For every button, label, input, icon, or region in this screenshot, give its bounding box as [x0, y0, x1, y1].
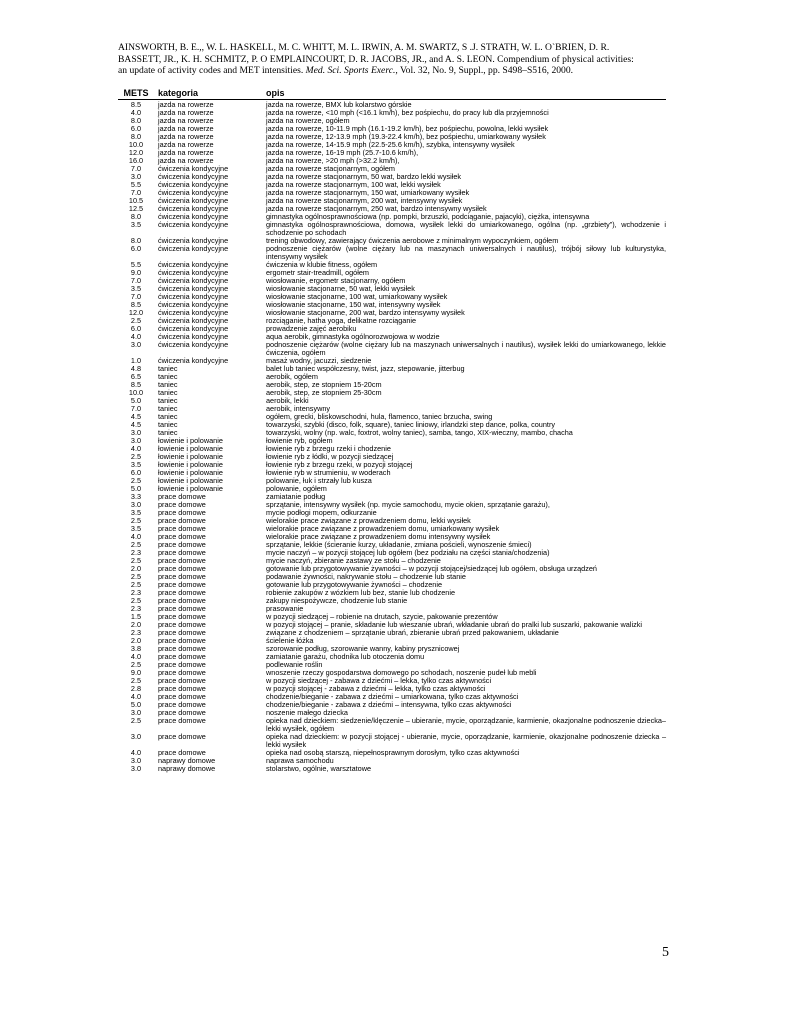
category-cell: łowienie i polowanie [158, 445, 223, 453]
category-cell: prace domowe [158, 669, 206, 677]
category-cell: prace domowe [158, 565, 206, 573]
description-cell: sprzątanie, intensywny wysiłek (np. mycie samochodu, mycie okien, sprzątanie garażu), [266, 500, 550, 509]
description-cell: mycie podłogi mopem, odkurzanie [266, 508, 377, 517]
category-cell: prace domowe [158, 693, 206, 701]
category-cell: ćwiczenia kondycyjne [158, 277, 229, 285]
category-cell: jazda na rowerze [158, 125, 214, 133]
mets-cell: 3.5 [130, 284, 142, 293]
description-cell: zamiatanie podług [266, 492, 326, 501]
description-cell: wielorakie prace związane z prowadzeniem domu intensywny wysiłek [266, 532, 491, 541]
description-cell: wiosłowanie stacjonarne, 200 wat, bardzo intensywny wysiłek [266, 308, 465, 317]
mets-cell: 2.3 [130, 628, 142, 637]
table-row [118, 485, 666, 493]
category-cell: prace domowe [158, 629, 206, 637]
description-cell: podnoszenie ciężarów (wolne ciężary lub na maszynach uniwersalnych i nautilus), trójbój siłowy lub kulturystyka, intensywny wysiłek [266, 244, 666, 261]
description-cell: polowanie, ogółem [266, 484, 327, 493]
mets-cell: 2.5 [130, 596, 142, 605]
mets-cell: 8.0 [130, 212, 142, 221]
description-cell: wielorakie prace związane z prowadzeniem domu, lekki wysiłek [266, 516, 471, 525]
table-row [118, 245, 666, 261]
table-row [118, 757, 666, 765]
mets-cell: 2.5 [130, 316, 142, 325]
mets-cell: 12.5 [128, 204, 144, 213]
category-cell: prace domowe [158, 605, 206, 613]
description-cell: ergometr stair-treadmill, ogółem [266, 268, 370, 277]
description-cell: łowienie ryb z łódki, w pozycji siedzącej [266, 452, 394, 461]
mets-cell: 3.0 [130, 172, 142, 181]
description-cell: gimnastyka ogólnosprawnościowa (np. pompki, brzuszki, podciąganie, pajacyki), ciężka, intensywna [266, 212, 590, 221]
description-cell: robienie zakupów z wózkiem lub bez, stanie lub chodzenie [266, 588, 456, 597]
mets-cell: 7.0 [130, 404, 142, 413]
description-cell: wiosłowanie stacjonarne, 100 wat, umiarkowany wysiłek [266, 292, 448, 301]
header-description: opis [266, 88, 285, 98]
mets-cell: 3.0 [130, 500, 142, 509]
mets-cell: 5.0 [130, 700, 142, 709]
description-cell: jazda na rowerze, <10 mph (<16.1 km/h), bez pośpiechu, do pracy lub dla przyjemności [266, 108, 549, 117]
category-cell: jazda na rowerze [158, 117, 214, 125]
mets-cell: 3.5 [130, 508, 142, 517]
category-cell: ćwiczenia kondycyjne [158, 325, 229, 333]
table-header [118, 88, 666, 98]
category-cell: łowienie i polowanie [158, 477, 223, 485]
category-cell: prace domowe [158, 573, 206, 581]
description-cell: prasowanie [266, 604, 304, 613]
mets-cell: 4.0 [130, 108, 142, 117]
description-cell: jazda na rowerze, >20 mph (>32.2 km/h), [266, 156, 400, 165]
table-row [118, 597, 666, 605]
category-cell: taniec [158, 405, 178, 413]
mets-cell: 10.0 [128, 140, 144, 149]
description-cell: balet lub taniec współczesny, twist, jazz, stepowanie, jitterbug [266, 364, 465, 373]
mets-cell: 2.5 [130, 540, 142, 549]
category-cell: naprawy domowe [158, 765, 216, 773]
mets-cell: 3.5 [130, 460, 142, 469]
category-cell: prace domowe [158, 701, 206, 709]
description-cell: ćwiczenia w klubie fitness, ogółem [266, 260, 378, 269]
category-cell: ćwiczenia kondycyjne [158, 181, 229, 189]
citation-line-1: AINSWORTH, B. E.,, W. L. HASKELL, M. C. WHITT, M. L. IRWIN, A. M. SWARTZ, S .J. STRATH, W. L. O`BRIEN, D. R. [118, 42, 610, 53]
category-cell: prace domowe [158, 549, 206, 557]
category-cell: ćwiczenia kondycyjne [158, 341, 229, 349]
description-cell: opieka nad osobą starszą, niepełnosprawnym dorosłym, tylko czas aktywności [266, 748, 520, 757]
category-cell: prace domowe [158, 613, 206, 621]
mets-cell: 3.0 [130, 428, 142, 437]
mets-cell: 5.0 [130, 396, 142, 405]
citation-details: , Vol. 32, No. 9, Suppl., pp. S498–S516, 2000. [395, 65, 574, 77]
category-cell: ćwiczenia kondycyjne [158, 213, 229, 221]
table-row [118, 109, 666, 117]
table-row [118, 317, 666, 325]
mets-cell: 3.0 [130, 764, 142, 773]
table-row [118, 341, 666, 357]
description-cell: podlewanie roślin [266, 660, 323, 669]
mets-cell: 4.0 [130, 748, 142, 757]
description-cell: gimnastyka ogólnosprawnościowa, domowa, wysiłek lekki do umiarkowanego, ogólna (np. „grzbiety”), wchodzenie i schodzenie po schodach [266, 220, 666, 237]
table-body [118, 101, 666, 773]
category-cell: prace domowe [158, 637, 206, 645]
mets-cell: 4.0 [130, 652, 142, 661]
mets-cell: 3.0 [130, 436, 142, 445]
mets-cell: 3.0 [130, 732, 142, 741]
mets-cell: 1.5 [130, 612, 142, 621]
category-cell: łowienie i polowanie [158, 453, 223, 461]
mets-cell: 2.0 [130, 620, 142, 629]
description-cell: wielorakie prace związane z prowadzeniem domu, umiarkowany wysiłek [266, 524, 500, 533]
mets-cell: 8.5 [130, 100, 142, 109]
description-cell: jazda na rowerze stacjonarnym, 150 wat, umiarkowany wysiłek [266, 188, 470, 197]
header-mets: METS [123, 88, 149, 98]
mets-cell: 2.5 [130, 516, 142, 525]
category-cell: jazda na rowerze [158, 149, 214, 157]
category-cell: prace domowe [158, 621, 206, 629]
category-cell: prace domowe [158, 581, 206, 589]
description-cell: łowienie ryb w strumieniu, w woderach [266, 468, 391, 477]
category-cell: prace domowe [158, 525, 206, 533]
mets-cell: 2.5 [130, 580, 142, 589]
mets-cell: 2.5 [130, 452, 142, 461]
mets-cell: 3.0 [130, 756, 142, 765]
mets-cell: 3.8 [130, 644, 142, 653]
description-cell: wiosłowanie stacjonarne, 150 wat, intensywny wysiłek [266, 300, 441, 309]
citation-line-3 [118, 65, 678, 77]
table-row [118, 389, 666, 397]
mets-cell: 5.0 [130, 484, 142, 493]
category-cell: ćwiczenia kondycyjne [158, 301, 229, 309]
category-cell: ćwiczenia kondycyjne [158, 245, 229, 253]
description-cell: aerobik, lekki [266, 396, 309, 405]
description-cell: jazda na rowerze stacjonarnym, 100 wat, lekki wysiłek [266, 180, 441, 189]
description-cell: łowienie ryb z brzegu rzeki i chodzenie [266, 444, 391, 453]
category-cell: prace domowe [158, 517, 206, 525]
mets-cell: 8.0 [130, 116, 142, 125]
description-cell: jazda na rowerze, 14-15.9 mph (22.5-25.6 km/h), szybka, intensywny wysiłek [266, 140, 515, 149]
header-category: kategoria [158, 88, 199, 98]
description-cell: prowadzenie zajęć aerobiku [266, 324, 357, 333]
table-row [118, 701, 666, 709]
table-row [118, 749, 666, 757]
category-cell: ćwiczenia kondycyjne [158, 205, 229, 213]
description-cell: sprzątanie, lekkie (ścieranie kurzy, układanie, zmiana pościeli, wynoszenie śmieci) [266, 540, 532, 549]
mets-cell: 5.5 [130, 260, 142, 269]
table-row [118, 469, 666, 477]
table-row [118, 501, 666, 509]
table-row [118, 733, 666, 749]
description-cell: zakupy niespożywcze, chodzenie lub stanie [266, 596, 408, 605]
description-cell: wiosłowanie stacjonarne, 50 wat, lekki wysiłek [266, 284, 415, 293]
description-cell: towarzyski, wolny (np. walc, foxtrot, wolny taniec), samba, tango, XIX-wieczny, mambo, chacha [266, 428, 573, 437]
description-cell: opieka nad dzieckiem: siedzenie/klęczenie – ubieranie, mycie, oporządzanie, karmienie, okazjonalne podnoszenie dziecka– lekki wysiłek, ogółem [266, 716, 666, 733]
mets-cell: 8.0 [130, 132, 142, 141]
mets-cell: 12.0 [128, 148, 144, 157]
mets-cell: 3.3 [130, 492, 142, 501]
mets-cell: 1.0 [130, 356, 142, 365]
category-cell: prace domowe [158, 533, 206, 541]
description-cell: aqua aerobik, gimnastyka ogólnorozwojowa w wodzie [266, 332, 440, 341]
mets-cell: 4.0 [130, 444, 142, 453]
category-cell: ćwiczenia kondycyjne [158, 357, 229, 365]
description-cell: aerobik, step, ze stopniem 15-20cm [266, 380, 382, 389]
description-cell: podawanie żywności, nakrywanie stołu – chodzenie lub stanie [266, 572, 466, 581]
mets-cell: 7.0 [130, 164, 142, 173]
mets-cell: 2.5 [130, 556, 142, 565]
description-cell: chodzenie/bieganie - zabawa z dziećmi – intensywna, tylko czas aktywności [266, 700, 512, 709]
description-cell: w pozycji siedzącej – robienie na drutach, szycie, pakowanie prezentów [266, 612, 498, 621]
category-cell: taniec [158, 389, 178, 397]
mets-cell: 2.5 [130, 676, 142, 685]
description-cell: zamiatanie garażu, chodnika lub otoczenia domu [266, 652, 425, 661]
description-cell: gotowanie lub przygotowywanie żywności – chodzenie [266, 580, 443, 589]
category-cell: jazda na rowerze [158, 157, 214, 165]
mets-cell: 8.0 [130, 236, 142, 245]
category-cell: jazda na rowerze [158, 101, 214, 109]
table-row [118, 373, 666, 381]
category-cell: łowienie i polowanie [158, 485, 223, 493]
table-row [118, 261, 666, 269]
description-cell: ścielenie łóżka [266, 636, 314, 645]
category-cell: ćwiczenia kondycyjne [158, 285, 229, 293]
description-cell: wiosłowanie, ergometr stacjonarny, ogółem [266, 276, 406, 285]
description-cell: związane z chodzeniem – sprzątanie ubrań, zbieranie ubrań przed pakowaniem, układanie [266, 628, 559, 637]
category-cell: łowienie i polowanie [158, 437, 223, 445]
description-cell: podnoszenie ciężarów (wolne ciężary lub na maszynach uniwersalnych i nautilus), wysiłek lekki do umiarkowanego, lekkie ćwiczenia, ogółem [266, 340, 666, 357]
mets-cell: 2.3 [130, 548, 142, 557]
mets-cell: 2.5 [130, 572, 142, 581]
category-cell: prace domowe [158, 493, 206, 501]
description-cell: szorowanie podług, szorowanie wanny, kabiny prysznicowej [266, 644, 460, 653]
mets-cell: 16.0 [128, 156, 144, 165]
table-row [118, 461, 666, 469]
category-cell: ćwiczenia kondycyjne [158, 333, 229, 341]
category-cell: naprawy domowe [158, 757, 216, 765]
category-cell: taniec [158, 373, 178, 381]
mets-cell: 4.0 [130, 332, 142, 341]
mets-cell: 10.0 [128, 388, 144, 397]
description-cell: aerobik, intensywny [266, 404, 331, 413]
description-cell: łowienie ryb, ogółem [266, 436, 333, 445]
met-table [118, 88, 666, 773]
mets-cell: 4.0 [130, 532, 142, 541]
mets-cell: 3.0 [130, 340, 142, 349]
description-cell: jazda na rowerze stacjonarnym, ogółem [266, 164, 395, 173]
description-cell: towarzyski, szybki (disco, folk, square), taniec liniowy, irlandzki step dance, polka, country [266, 420, 556, 429]
mets-cell: 7.0 [130, 276, 142, 285]
mets-cell: 5.5 [130, 180, 142, 189]
description-cell: jazda na rowerze stacjonarnym, 200 wat, intensywny wysiłek [266, 196, 463, 205]
category-cell: prace domowe [158, 645, 206, 653]
mets-cell: 2.3 [130, 604, 142, 613]
mets-cell: 2.0 [130, 636, 142, 645]
table-row [118, 381, 666, 389]
description-cell: chodzenie/bieganie - zabawa z dziećmi – umiarkowana, tylko czas aktywności [266, 692, 519, 701]
description-cell: jazda na rowerze stacjonarnym, 250 wat, bardzo intensywny wysiłek [266, 204, 487, 213]
mets-cell: 2.3 [130, 588, 142, 597]
mets-cell: 10.5 [128, 196, 144, 205]
citation-line-2: BASSETT, JR., K. H. SCHMITZ, P. O EMPLAINCOURT, D. R. JACOBS, JR., and A. S. LEON. Compendium of physical activities: [118, 53, 634, 65]
mets-cell: 7.0 [130, 188, 142, 197]
category-cell: ćwiczenia kondycyjne [158, 189, 229, 197]
table-row [118, 477, 666, 485]
category-cell: łowienie i polowanie [158, 461, 223, 469]
category-cell: ćwiczenia kondycyjne [158, 237, 229, 245]
mets-cell: 2.5 [130, 716, 142, 725]
category-cell: ćwiczenia kondycyjne [158, 317, 229, 325]
table-row [118, 397, 666, 405]
table-row [118, 221, 666, 237]
mets-cell: 6.0 [130, 124, 142, 133]
mets-cell: 4.5 [130, 420, 142, 429]
table-row [118, 437, 666, 445]
mets-cell: 6.0 [130, 324, 142, 333]
category-cell: prace domowe [158, 709, 206, 717]
mets-cell: 8.5 [130, 300, 142, 309]
mets-cell: 9.0 [130, 668, 142, 677]
citation-journal: Med. Sci. Sports Exerc. [305, 65, 396, 77]
mets-cell: 6.5 [130, 372, 142, 381]
category-cell: ćwiczenia kondycyjne [158, 269, 229, 277]
category-cell: prace domowe [158, 557, 206, 565]
category-cell: jazda na rowerze [158, 141, 214, 149]
table-row [118, 765, 666, 773]
description-cell: opieka nad dzieckiem: w pozycji stojącej - ubieranie, mycie, oporządzanie, karmienie, okazjonalne podnoszenie dziecka – lekki wysiłek [266, 732, 666, 749]
category-cell: ćwiczenia kondycyjne [158, 165, 229, 173]
category-cell: prace domowe [158, 733, 206, 741]
table-row [118, 653, 666, 661]
mets-cell: 3.5 [130, 220, 142, 229]
description-cell: jazda na rowerze, 10-11.9 mph (16.1-19.2 km/h), bez pośpiechu, powolna, lekki wysiłek [266, 124, 549, 133]
table-row [118, 629, 666, 637]
description-cell: gotowanie lub przygotowywanie żywności – w pozycji stojącej/siedzącej lub ogółem, obsługa urządzeń [266, 564, 597, 573]
category-cell: prace domowe [158, 661, 206, 669]
description-cell: mycie naczyń – w pozycji stojącej lub ogółem (bez podziału na części stania/chodzenia) [266, 548, 550, 557]
category-cell: ćwiczenia kondycyjne [158, 221, 229, 229]
description-cell: w pozycji stojącej – pranie, składanie lub wieszanie ubrań, wkładanie ubrań do pralki lub suszarki, pakowanie walizki [266, 620, 642, 629]
description-cell: jazda na rowerze, ogółem [266, 116, 350, 125]
mets-cell: 2.0 [130, 564, 142, 573]
description-cell: w pozycji siedzącej - zabawa z dziećmi – lekka, tylko czas aktywności [266, 676, 492, 685]
category-cell: jazda na rowerze [158, 133, 214, 141]
citation-text: an update of activity codes and MET intensities. [118, 65, 306, 77]
mets-cell: 2.5 [130, 476, 142, 485]
category-cell: prace domowe [158, 677, 206, 685]
category-cell: prace domowe [158, 653, 206, 661]
mets-cell: 7.0 [130, 292, 142, 301]
citation-block [118, 42, 678, 77]
table-row [118, 717, 666, 733]
category-cell: łowienie i polowanie [158, 469, 223, 477]
description-cell: jazda na rowerze stacjonarnym, 50 wat, bardzo lekki wysiłek [266, 172, 462, 181]
description-cell: jazda na rowerze, 16-19 mph (25.7-10.6 km/h), [266, 148, 419, 157]
table-row [118, 429, 666, 437]
category-cell: ćwiczenia kondycyjne [158, 293, 229, 301]
category-cell: taniec [158, 365, 178, 373]
mets-cell: 2.5 [130, 660, 142, 669]
description-cell: rozciąganie, hatha yoga, delikatne rozciąganie [266, 316, 417, 325]
description-cell: aerobik, step, ze stopniem 25-30cm [266, 388, 382, 397]
description-cell: łowienie ryb z brzegu rzeki, w pozycji stojącej [266, 460, 413, 469]
category-cell: prace domowe [158, 717, 206, 725]
mets-cell: 6.0 [130, 468, 142, 477]
category-cell: prace domowe [158, 501, 206, 509]
mets-cell: 2.8 [130, 684, 142, 693]
description-cell: stolarstwo, ogólnie, warsztatowe [266, 764, 372, 773]
mets-cell: 4.5 [130, 412, 142, 421]
table-row [118, 365, 666, 373]
category-cell: taniec [158, 397, 178, 405]
mets-cell: 4.8 [130, 364, 142, 373]
category-cell: ćwiczenia kondycyjne [158, 197, 229, 205]
description-cell: ogółem, grecki, bliskowschodni, hula, flamenco, taniec brzucha, swing [266, 412, 493, 421]
mets-cell: 12.0 [128, 308, 144, 317]
category-cell: taniec [158, 381, 178, 389]
description-cell: w pozycji stojącej - zabawa z dziećmi – lekka, tylko czas aktywności [266, 684, 486, 693]
page-number: 5 [662, 945, 669, 960]
description-cell: jazda na rowerze, 12-13.9 mph (19.3-22.4 km/h), bez pośpiechu, umiarkowany wysiłek [266, 132, 546, 141]
description-cell: masaż wodny, jacuzzi, siedzenie [266, 356, 372, 365]
description-cell: aerobik, ogółem [266, 372, 318, 381]
category-cell: taniec [158, 413, 178, 421]
category-cell: ćwiczenia kondycyjne [158, 261, 229, 269]
category-cell: ćwiczenia kondycyjne [158, 173, 229, 181]
category-cell: prace domowe [158, 589, 206, 597]
description-cell: noszenie małego dziecka [266, 708, 348, 717]
category-cell: prace domowe [158, 685, 206, 693]
category-cell: ćwiczenia kondycyjne [158, 309, 229, 317]
category-cell: taniec [158, 429, 178, 437]
mets-cell: 9.0 [130, 268, 142, 277]
description-cell: polowanie, łuk i strzały lub kusza [266, 476, 372, 485]
mets-cell: 8.5 [130, 380, 142, 389]
category-cell: prace domowe [158, 509, 206, 517]
category-cell: prace domowe [158, 597, 206, 605]
description-cell: trening obwodowy, zawierający ćwiczenia aerobowe z minimalnym wypoczynkiem, ogółem [266, 236, 559, 245]
description-cell: naprawa samochodu [266, 756, 334, 765]
mets-cell: 3.0 [130, 708, 142, 717]
mets-cell: 6.0 [130, 244, 142, 253]
mets-cell: 3.5 [130, 524, 142, 533]
category-cell: taniec [158, 421, 178, 429]
category-cell: jazda na rowerze [158, 109, 214, 117]
description-cell: mycie naczyń, zbieranie zastawy ze stołu – chodzenie [266, 556, 441, 565]
description-cell: jazda na rowerze, BMX lub kolarstwo górskie [266, 100, 412, 109]
mets-cell: 4.0 [130, 692, 142, 701]
description-cell: wnoszenie rzeczy gospodarstwa domowego po schodach, noszenie pudeł lub mebli [266, 668, 537, 677]
category-cell: prace domowe [158, 749, 206, 757]
category-cell: prace domowe [158, 541, 206, 549]
